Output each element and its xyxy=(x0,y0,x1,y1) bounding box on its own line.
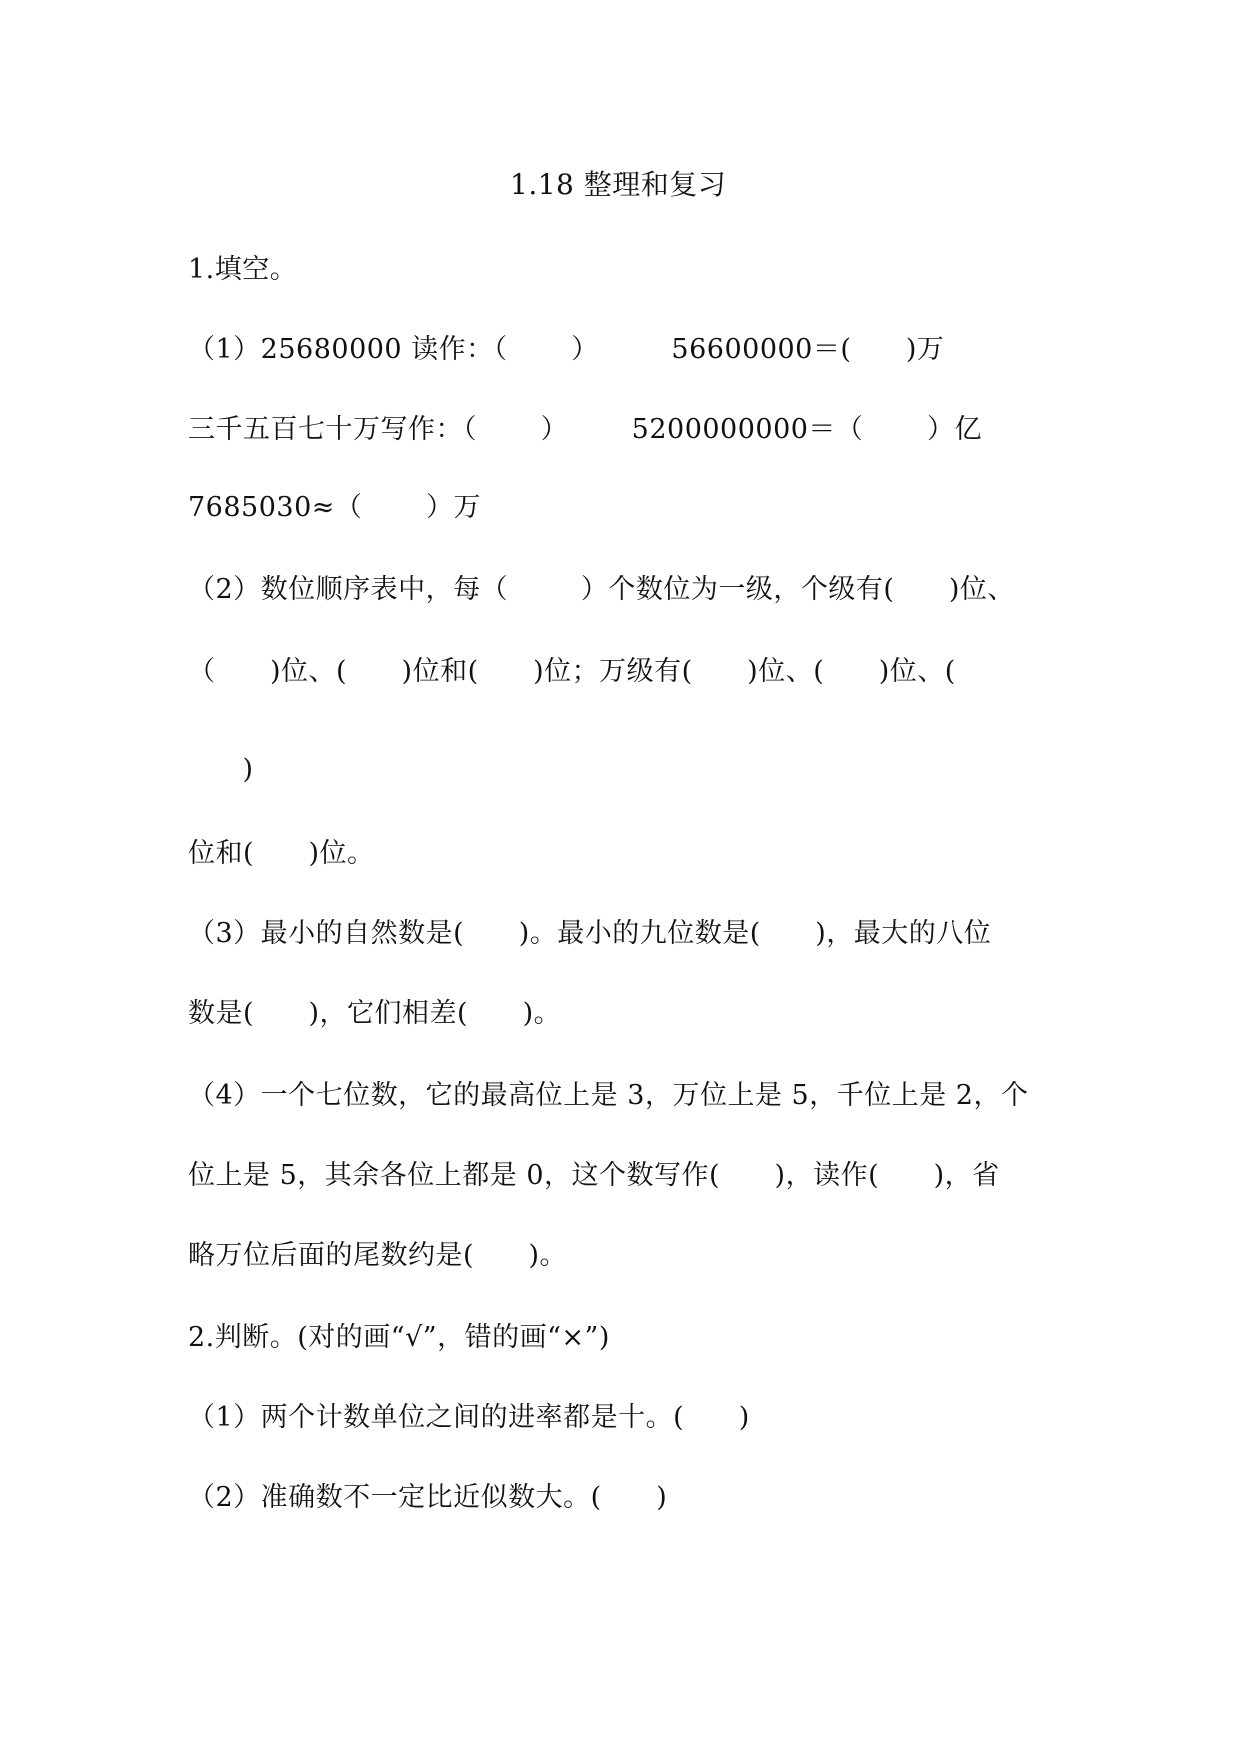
question-line: 7685030≈（ ）万 xyxy=(188,492,481,523)
question-line: （3）最小的自然数是( )。最小的九位数是( )，最大的八位 xyxy=(188,918,992,949)
question-line: 位和( )位。 xyxy=(188,838,375,869)
page-title: 1.18 整理和复习 xyxy=(510,168,727,201)
question-line: ) xyxy=(188,754,254,785)
question-line: （ )位、( )位和( )位；万级有( )位、( )位、( xyxy=(188,656,956,687)
question-line: 略万位后面的尾数约是( )。 xyxy=(188,1240,568,1271)
section-heading-fill-blank: 1.填空。 xyxy=(188,254,298,285)
question-line: （1）25680000 读作：（ ） 56600000＝( )万 xyxy=(188,334,945,365)
question-line: （4）一个七位数，它的最高位上是 3，万位上是 5，千位上是 2，个 xyxy=(188,1080,1029,1111)
question-line: 数是( )，它们相差( )。 xyxy=(188,998,562,1029)
section-heading-judge: 2.判断。(对的画“√”，错的画“×”) xyxy=(188,1322,610,1353)
question-line: （2）准确数不一定比近似数大。( ) xyxy=(188,1482,668,1513)
question-line: （2）数位顺序表中，每（ ）个数位为一级，个级有( )位、 xyxy=(188,574,1015,605)
question-line: （1）两个计数单位之间的进率都是十。( ) xyxy=(188,1402,750,1433)
question-line: 三千五百七十万写作：（ ） 5200000000＝（ ）亿 xyxy=(188,414,983,445)
question-line: 位上是 5，其余各位上都是 0，这个数写作( )，读作( )，省 xyxy=(188,1160,1000,1191)
